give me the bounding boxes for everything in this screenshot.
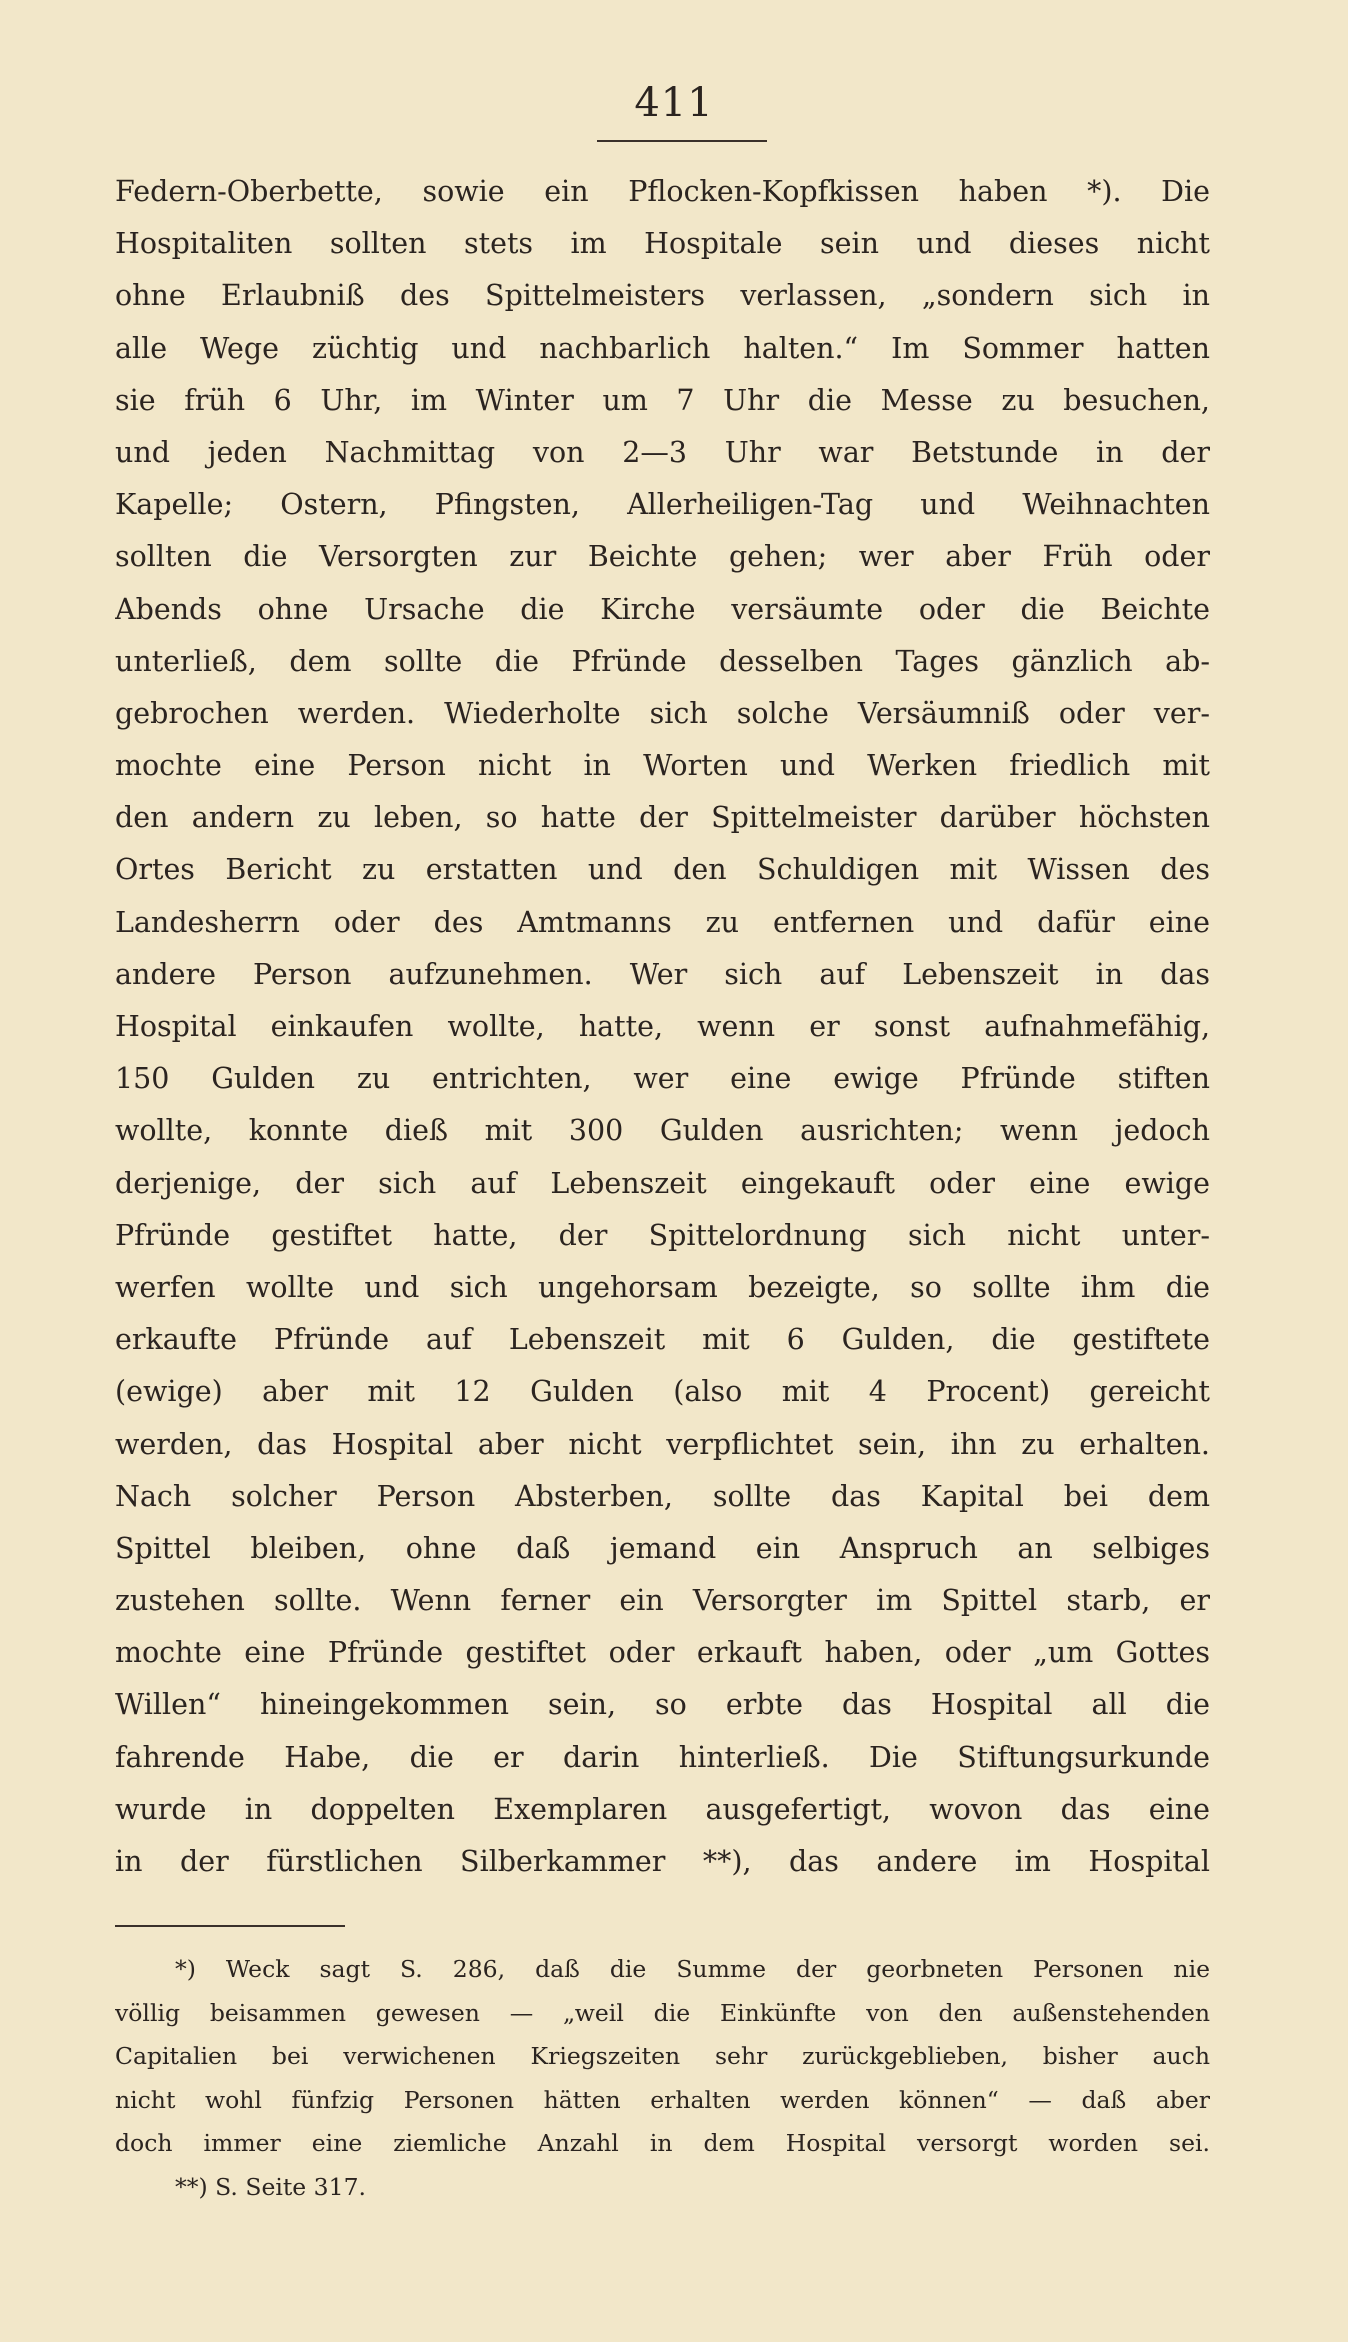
text-line: Abends ohne Ursache die Kirche versäumte oder die Beichte	[115, 592, 1210, 626]
text-line: wollte, konnte dieß mit 300 Gulden ausrichten; wenn jedoch	[115, 1114, 1210, 1148]
text-line: zustehen sollte. Wenn ferner ein Versorgter im Spittel starb, er	[115, 1584, 1210, 1618]
text-line: Willen“ hineingekommen sein, so erbte das Hospital all die	[115, 1688, 1210, 1722]
text-line: Ortes Bericht zu erstatten und den Schuldigen mit Wissen des	[115, 853, 1210, 887]
text-line: alle Wege züchtig und nachbarlich halten.“ Im Sommer hatten	[115, 331, 1210, 365]
text-line: mochte eine Pfründe gestiftet oder erkauft haben, oder „um Gottes	[115, 1636, 1210, 1670]
text-line: Hospital einkaufen wollte, hatte, wenn er sonst aufnahmefähig,	[115, 1010, 1210, 1043]
footnote-line: Capitalien bei verwichenen Kriegszeiten sehr zurückgeblieben, bisher auch	[115, 2042, 1210, 2070]
text-line: unterließ, dem sollte die Pfründe desselben Tages gänzlich ab-	[115, 644, 1210, 678]
text-line: sie früh 6 Uhr, im Winter um 7 Uhr die Messe zu besuchen,	[115, 383, 1210, 417]
text-line: (ewige) aber mit 12 Gulden (also mit 4 Procent) gereicht	[115, 1375, 1210, 1409]
text-line: 150 Gulden zu entrichten, wer eine ewige Pfründe stiften	[115, 1062, 1210, 1096]
text-line: Spittel bleiben, ohne daß jemand ein Anspruch an selbiges	[115, 1531, 1210, 1565]
text-line: andere Person aufzunehmen. Wer sich auf Lebenszeit in das	[115, 957, 1210, 991]
text-line: erkaufte Pfründe auf Lebenszeit mit 6 Gulden, die gestiftete	[115, 1323, 1210, 1357]
text-line: Kapelle; Ostern, Pfingsten, Allerheiligen-Tag und Weihnachten	[115, 488, 1210, 522]
page-number-rule	[597, 140, 767, 142]
text-line: fahrende Habe, die er darin hinterließ. Die Stiftungsurkunde	[115, 1740, 1210, 1774]
text-line: Nach solcher Person Absterben, sollte das Kapital bei dem	[115, 1479, 1210, 1513]
text-line: sollten die Versorgten zur Beichte gehen; wer aber Früh oder	[115, 540, 1210, 574]
text-line: werfen wollte und sich ungehorsam bezeigte, so sollte ihm die	[115, 1270, 1210, 1304]
text-line: wurde in doppelten Exemplaren ausgefertigt, wovon das eine	[115, 1792, 1210, 1826]
text-line: gebrochen werden. Wiederholte sich solche Versäumniß oder ver-	[115, 696, 1210, 730]
footnote-line: **) S. Seite 317.	[175, 2172, 367, 2201]
page-number: 411	[634, 80, 714, 126]
text-line: werden, das Hospital aber nicht verpflichtet sein, ihn zu erhalten.	[115, 1427, 1210, 1461]
text-line: derjenige, der sich auf Lebenszeit eingekauft oder eine ewige	[115, 1166, 1210, 1200]
footnote-line: *) Weck sagt S. 286, daß die Summe der georbneten Personen nie	[175, 1955, 1210, 1983]
footnote-line: nicht wohl fünfzig Personen hätten erhalten werden können“ — daß aber	[115, 2085, 1210, 2114]
text-line: Landesherrn oder des Amtmanns zu entfernen und dafür eine	[115, 905, 1210, 939]
text-line: Pfründe gestiftet hatte, der Spittelordnung sich nicht unter-	[115, 1218, 1210, 1252]
footnotes	[115, 1948, 1210, 2209]
footnote-line: völlig beisammen gewesen — „weil die Einkünfte von den außenstehenden	[115, 1998, 1210, 2027]
text-line: ohne Erlaubniß des Spittelmeisters verlassen, „sondern sich in	[115, 279, 1210, 313]
text-line: den andern zu leben, so hatte der Spittelmeister darüber höchsten	[115, 801, 1210, 835]
body-text	[115, 166, 1210, 1888]
text-line: mochte eine Person nicht in Worten und Werken friedlich mit	[115, 749, 1210, 783]
text-line: und jeden Nachmittag von 2—3 Uhr war Betstunde in der	[115, 435, 1210, 469]
text-line: in der fürstlichen Silberkammer **), das andere im Hospital	[115, 1845, 1210, 1878]
footnote-rule	[115, 1925, 345, 1927]
text-line: Federn-Oberbette, sowie ein Pflocken-Kopfkissen haben *). Die	[115, 175, 1210, 208]
text-line: Hospitaliten sollten stets im Hospitale sein und dieses nicht	[115, 227, 1210, 261]
footnote-line: doch immer eine ziemliche Anzahl in dem Hospital versorgt worden sei.	[115, 2129, 1210, 2157]
